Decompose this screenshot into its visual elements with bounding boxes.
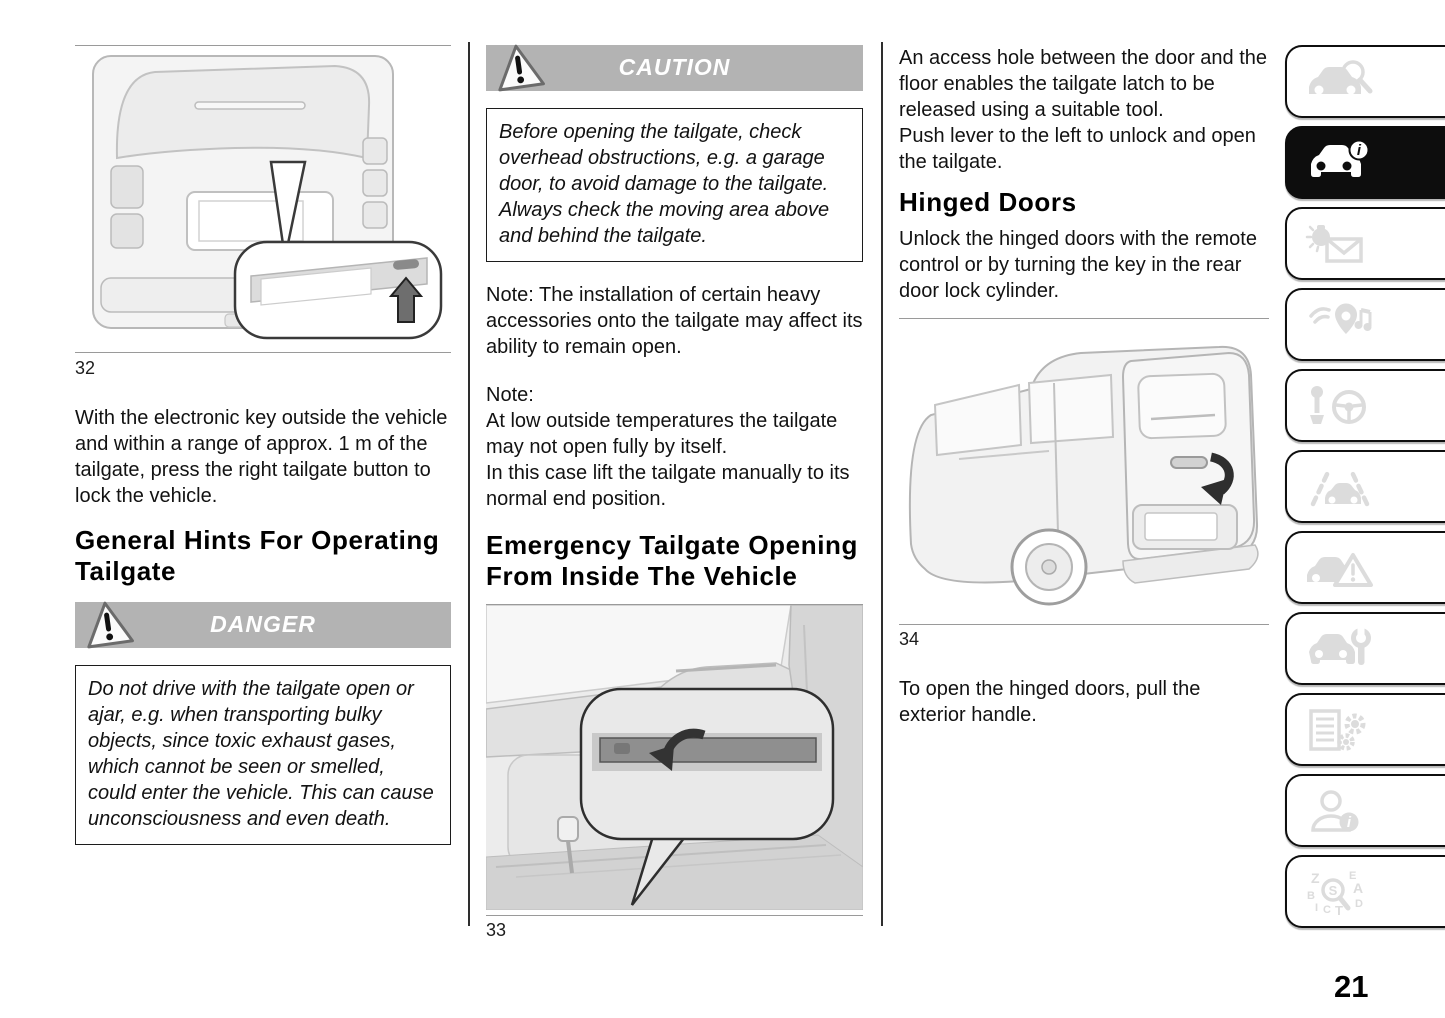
column-divider (468, 42, 470, 926)
column-divider (881, 42, 883, 926)
svg-text:B: B (1307, 889, 1315, 902)
tab-knowing-your-vehicle[interactable] (1285, 126, 1445, 199)
svg-text:T: T (1335, 902, 1343, 915)
left-column (75, 45, 451, 845)
svg-text:S: S (1328, 882, 1338, 898)
tab-servicing-care[interactable] (1285, 612, 1445, 685)
right-column (899, 45, 1269, 728)
figure-rule (899, 624, 1269, 625)
note-line: At low outside temperatures the tailgate may not open fully by itself. (486, 410, 838, 458)
tab-technical-specifications[interactable] (1285, 693, 1445, 766)
danger-label: DANGER (210, 611, 316, 637)
svg-text:C: C (1323, 903, 1331, 915)
section-heading: Emergency Tailgate Opening From Inside The Vehicle (486, 530, 858, 591)
page-number: 21 (1334, 969, 1369, 1004)
danger-bar (75, 602, 451, 648)
caution-bar (486, 45, 863, 91)
car-warning-triangle-icon (1303, 545, 1377, 591)
svg-text:A: A (1353, 879, 1364, 896)
caution-label: CAUTION (618, 54, 731, 80)
svg-text:E: E (1349, 869, 1357, 882)
svg-text:D: D (1355, 897, 1363, 910)
figure-rule (486, 915, 863, 916)
navigation-audio-icon (1303, 302, 1377, 348)
paragraph: Unlock the hinged doors with the remote control or by turning the key in the rear door lock cylinder. (899, 228, 1257, 302)
middle-column (486, 45, 863, 941)
figure-33-tailgate-interior-illustration (486, 605, 863, 910)
tab-infotainment[interactable] (1285, 288, 1445, 361)
car-search-icon (1303, 59, 1377, 105)
paragraph (899, 45, 1269, 175)
chapter-tab-rail (1285, 45, 1445, 928)
note-paragraph: Note: The installation of certain heavy accessories onto the tailgate may affect its ability to remain open. (486, 284, 863, 358)
tab-driving-safety[interactable] (1285, 450, 1445, 523)
person-info-icon (1303, 788, 1377, 834)
svg-text:i: i (1356, 141, 1362, 159)
section-heading: General Hints For Operating Tailgate (75, 525, 440, 586)
figure-rule (75, 352, 451, 353)
tab-starting-driving[interactable] (1285, 369, 1445, 442)
car-wrench-icon (1303, 626, 1377, 672)
tab-customer-information[interactable] (1285, 774, 1445, 847)
svg-text:Z: Z (1311, 869, 1320, 886)
svg-text:I: I (1315, 901, 1319, 914)
section-heading: Hinged Doors (899, 187, 1077, 217)
figure-caption: 33 (486, 920, 507, 940)
paragraph: To open the hinged doors, pull the exterior handle. (899, 678, 1201, 726)
warning-light-message-icon (1303, 221, 1377, 267)
figure-caption: 32 (75, 358, 96, 378)
alphabetical-index-icon (1303, 869, 1377, 915)
car-info-icon (1303, 140, 1377, 186)
paragraph: With the electronic key outside the vehicle and within a range of approx. 1 m of the tailgate, press the right tailgate button to lock the vehicle. (75, 407, 448, 507)
tab-vehicle-overview[interactable] (1285, 45, 1445, 118)
paragraph-line: Push lever to the left to unlock and open the tailgate. (899, 125, 1256, 173)
figure-32-van-rear-illustration (75, 46, 450, 347)
caution-text-box: Before opening the tailgate, check overhead obstructions, e.g. a garage door, to avoid damage to the tailgate. Always check the moving area above and behind the tailgate. (486, 108, 863, 262)
figure-caption: 34 (899, 629, 920, 649)
tab-in-emergency[interactable] (1285, 531, 1445, 604)
paragraph-line: An access hole between the door and the floor enables the tailgate latch to be released using a suitable tool. (899, 47, 1268, 121)
note-intro: Note: (486, 384, 534, 406)
lane-driving-icon (1303, 464, 1377, 510)
svg-text:i: i (1346, 813, 1352, 831)
spec-list-gears-icon (1303, 707, 1377, 753)
tab-warning-lights-messages[interactable] (1285, 207, 1445, 280)
tab-alphabetical-index[interactable] (1285, 855, 1445, 928)
danger-text-box: Do not drive with the tailgate open or ajar, e.g. when transporting bulky objects, since toxic exhaust gases, which cannot be seen or smelled, could enter the vehicle. This can cause unconsciousness and even death. (75, 665, 451, 845)
note-paragraph (486, 382, 863, 512)
gearshift-steering-icon (1303, 383, 1377, 429)
figure-34-van-hinged-doors-illustration (899, 319, 1268, 619)
note-line: In this case lift the tailgate manually to its normal end position. (486, 462, 850, 510)
